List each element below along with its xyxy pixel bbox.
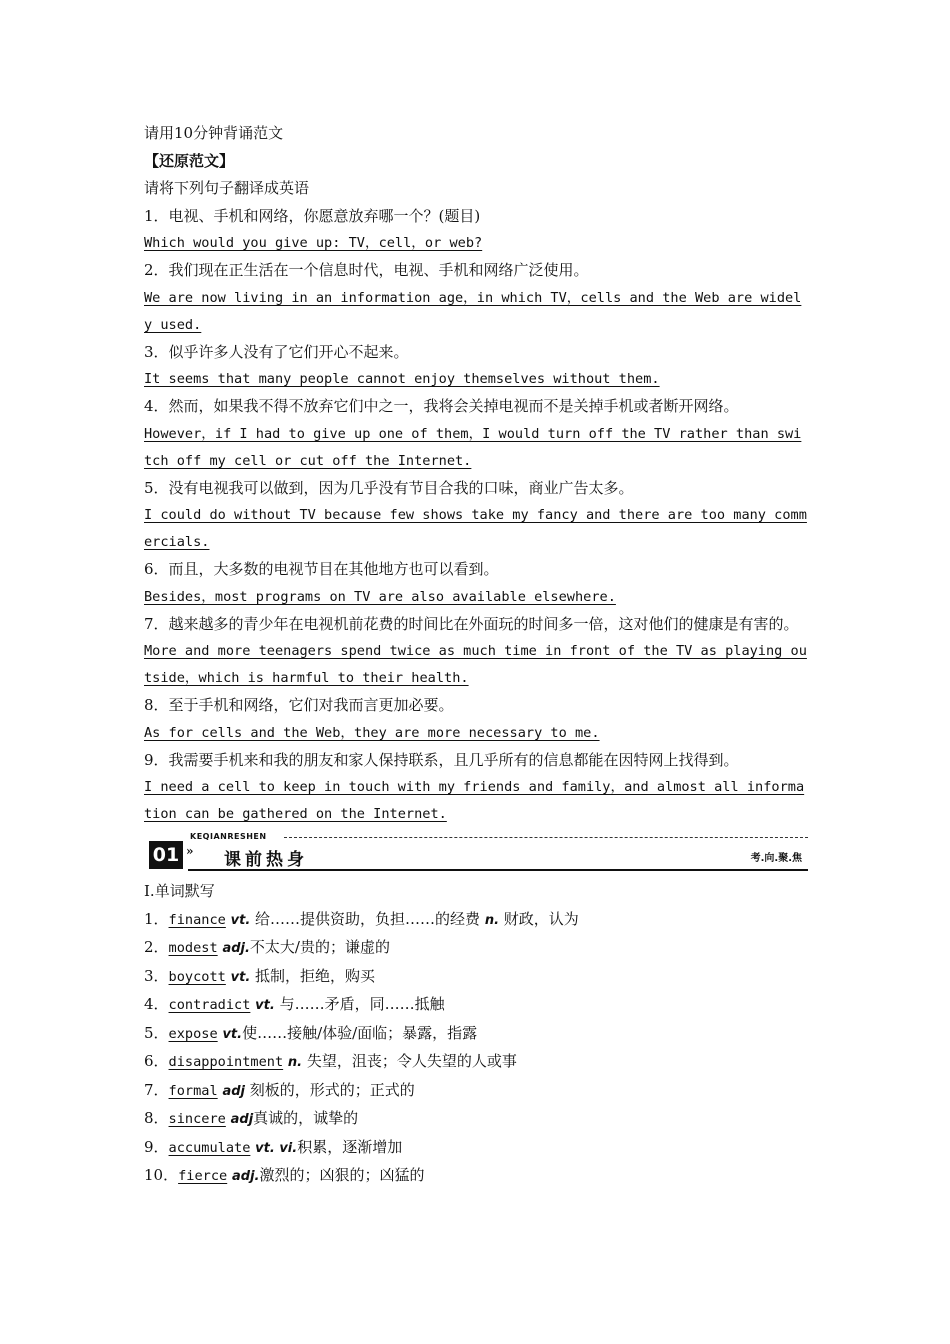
sentence-item bbox=[144, 556, 808, 611]
vocab-pos: n. bbox=[287, 1055, 303, 1070]
vocab-index: 9． bbox=[144, 1137, 169, 1156]
vocab-index: 10． bbox=[144, 1166, 179, 1184]
vocab-pos: adj bbox=[230, 1112, 254, 1127]
double-chevron-icon: » bbox=[186, 844, 194, 858]
intro-instruction: 请用10分钟背诵范文 bbox=[144, 124, 284, 142]
vocab-pos: vt. bbox=[255, 998, 275, 1013]
sentence-en: It seems that many people cannot enjoy themselves without them. bbox=[144, 371, 660, 387]
vocab-pos: vt. bbox=[222, 1026, 243, 1042]
vocab-index: 3． bbox=[144, 966, 169, 985]
vocab-word: fierce bbox=[178, 1168, 228, 1184]
sentence-item bbox=[144, 747, 808, 829]
section-heading-restore: 【还原范文】 bbox=[144, 151, 235, 170]
banner-dashed-divider bbox=[284, 837, 808, 838]
sentence-en: Besides，most programs on TV are also available elsewhere. bbox=[144, 588, 616, 605]
sentence-cn: 5．没有电视我可以做到，因为几乎没有节目合我的口味，商业广告太多。 bbox=[144, 478, 634, 497]
sentence-en: As for cells and the Web，they are more necessary to me. bbox=[144, 724, 600, 741]
banner-title: 课前热身 bbox=[224, 850, 308, 870]
vocab-def: 抵制，拒绝，购买 bbox=[250, 966, 376, 985]
vocab-pos: adj. bbox=[231, 1169, 260, 1184]
vocab-item bbox=[144, 1020, 808, 1049]
sentence-cn: 3．似乎许多人没有了它们开心不起来。 bbox=[144, 342, 409, 361]
sentence-cn: 1．电视、手机和网络，你愿意放弃哪一个？(题目) bbox=[144, 206, 481, 225]
banner-pinyin: KEQIANRESHEN bbox=[190, 832, 267, 841]
sentence-en: We are now living in an information age，in which TV，cells and the Web are widely used. bbox=[144, 289, 802, 333]
sentence-item bbox=[144, 203, 808, 258]
vocab-def: 使……接触/体验/面临；暴露，指露 bbox=[242, 1023, 478, 1042]
vocab-index: 8． bbox=[144, 1109, 169, 1127]
vocab-item bbox=[144, 934, 808, 963]
sentence-cn: 6．而且，大多数的电视节目在其他地方也可以看到。 bbox=[144, 560, 499, 578]
sentence-en: More and more teenagers spend twice as much time in front of the TV as playing outside，which is harmful to their health. bbox=[144, 643, 807, 686]
vocab-word: expose bbox=[168, 1025, 218, 1042]
sentence-item bbox=[144, 692, 808, 747]
vocab-item bbox=[144, 906, 808, 935]
banner-right-label: 考.向.聚.焦 bbox=[750, 853, 802, 864]
vocab-def: 激烈的；凶狠的；凶猛的 bbox=[259, 1166, 425, 1184]
vocab-def: 失望，沮丧；令人失望的人或事 bbox=[302, 1052, 517, 1070]
vocab-item bbox=[144, 1134, 808, 1163]
section-number-badge: 01 bbox=[149, 841, 183, 869]
sentence-cn: 2．我们现在正生活在一个信息时代，电视、手机和网络广泛使用。 bbox=[144, 261, 589, 279]
vocab-def: 刻板的，形式的；正式的 bbox=[244, 1080, 415, 1099]
sentence-en: Which would you give up: TV，cell，or web? bbox=[144, 235, 483, 251]
vocab-def: 积累，逐渐增加 bbox=[297, 1137, 403, 1156]
vocab-item bbox=[144, 963, 808, 992]
vocab-word: disappointment bbox=[168, 1054, 284, 1070]
sentence-en: However，if I had to give up one of them，I would turn off the TV rather than switch off my cell or cut off the Internet. bbox=[144, 425, 802, 469]
vocab-index: 6． bbox=[144, 1052, 169, 1070]
vocab-item bbox=[144, 1162, 808, 1191]
vocab-def: 不太大/贵的；谦虚的 bbox=[249, 938, 390, 956]
vocab-index: 1． bbox=[144, 909, 169, 928]
vocab-def: 给……提供资助，负担……的经费 bbox=[250, 909, 485, 928]
vocab-word: sincere bbox=[168, 1111, 226, 1127]
sentence-item bbox=[144, 339, 808, 394]
vocab-pos-2: n. bbox=[484, 912, 500, 928]
vocab-def: 与……矛盾，同……抵触 bbox=[274, 995, 445, 1013]
sentence-item bbox=[144, 257, 808, 339]
vocab-index: 4． bbox=[144, 995, 169, 1013]
vocab-pos: adj. bbox=[222, 941, 250, 956]
section-banner bbox=[144, 832, 808, 872]
sentence-item bbox=[144, 611, 808, 693]
vocab-item bbox=[144, 1048, 808, 1077]
vocab-word: finance bbox=[168, 911, 226, 928]
sentence-en: I need a cell to keep in touch with my friends and family，and almost all information can be gathered on the Internet. bbox=[144, 779, 805, 822]
vocab-section-heading: Ⅰ.单词默写 bbox=[144, 882, 215, 900]
vocab-index: 2． bbox=[144, 938, 169, 956]
banner-rule bbox=[188, 869, 808, 871]
sentence-cn: 9．我需要手机来和我的朋友和家人保持联系，且几乎所有的信息都能在因特网上找得到。 bbox=[144, 750, 739, 769]
vocab-def: 真诚的，诚挚的 bbox=[253, 1109, 359, 1127]
vocab-index: 7． bbox=[144, 1080, 169, 1099]
vocab-pos: vt. vi. bbox=[255, 1140, 298, 1156]
sentence-item bbox=[144, 393, 808, 475]
vocab-word: accumulate bbox=[168, 1139, 251, 1156]
vocab-word: boycott bbox=[168, 968, 226, 985]
vocab-pos: adj bbox=[222, 1083, 245, 1099]
vocab-word: modest bbox=[168, 940, 218, 956]
vocab-list bbox=[144, 906, 808, 1191]
vocab-word: contradict bbox=[168, 997, 251, 1013]
sentence-list bbox=[144, 203, 808, 829]
vocab-item bbox=[144, 1077, 808, 1106]
vocab-index: 5． bbox=[144, 1023, 169, 1042]
vocab-pos: vt. bbox=[230, 969, 251, 985]
sentence-cn: 4．然而，如果我不得不放弃它们中之一，我将会关掉电视而不是关掉手机或者断开网络。 bbox=[144, 397, 739, 415]
vocab-item bbox=[144, 991, 808, 1020]
vocab-pos: vt. bbox=[230, 912, 251, 928]
translate-instruction: 请将下列句子翻译成英语 bbox=[144, 179, 310, 197]
vocab-word: formal bbox=[168, 1082, 218, 1099]
document-page bbox=[144, 120, 808, 1191]
sentence-item bbox=[144, 475, 808, 557]
sentence-cn: 8．至于手机和网络，它们对我而言更加必要。 bbox=[144, 696, 454, 714]
sentence-cn: 7．越来越多的青少年在电视机前花费的时间比在外面玩的时间多一倍，这对他们的健康是有害的。 bbox=[144, 614, 799, 633]
sentence-en: I could do without TV because few shows take my fancy and there are too many commercials. bbox=[144, 507, 807, 550]
vocab-item bbox=[144, 1105, 808, 1134]
vocab-def-2: 财政，认为 bbox=[499, 909, 579, 928]
